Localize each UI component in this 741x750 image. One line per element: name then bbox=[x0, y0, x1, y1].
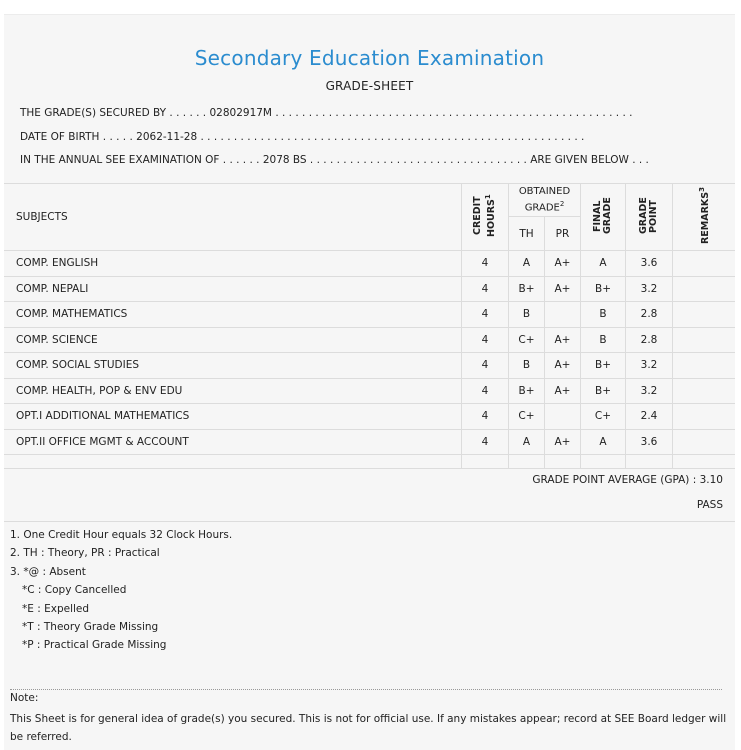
final-cell: C+ bbox=[581, 404, 626, 430]
spacer-cell bbox=[673, 455, 736, 469]
exam-text: IN THE ANNUAL SEE EXAMINATION OF . . . . . . 2078 BS . . . . . . . . . . . . . . . . . . . . . . . . . . . . . . . . . ARE GIVEN BELOW . . . bbox=[20, 154, 649, 166]
dob-line bbox=[20, 131, 584, 143]
header-credit-sup: 1 bbox=[483, 194, 492, 199]
header-final-grade bbox=[581, 184, 626, 251]
header-obtained-sup: 2 bbox=[559, 200, 565, 209]
spacer-cell bbox=[545, 455, 581, 469]
gp-cell: 3.6 bbox=[626, 429, 673, 455]
table-row bbox=[4, 302, 735, 328]
dob-text: DATE OF BIRTH . . . . . 2062-11-28 . . . . . . . . . . . . . . . . . . . . . . . . . . . . . . . . . . . . . . . . . . . . . . . . . . . . . . . . . . bbox=[20, 131, 585, 143]
gp-cell: 3.2 bbox=[626, 353, 673, 379]
spacer-cell bbox=[4, 455, 462, 469]
divider bbox=[4, 521, 735, 522]
header-credit-hours bbox=[462, 184, 509, 251]
note-item: 2. TH : Theory, PR : Practical bbox=[10, 547, 160, 560]
remarks-cell bbox=[673, 276, 736, 302]
header-remarks bbox=[673, 184, 736, 251]
grades-table bbox=[4, 183, 735, 469]
note-item: 1. One Credit Hour equals 32 Clock Hours. bbox=[10, 529, 233, 541]
header-remarks-label: REMARKS bbox=[700, 191, 712, 244]
gp-cell: 2.8 bbox=[626, 302, 673, 328]
subject-cell: COMP. SOCIAL STUDIES bbox=[4, 353, 462, 379]
subject-cell: COMP. HEALTH, POP & ENV EDU bbox=[4, 378, 462, 404]
grade-sheet bbox=[4, 14, 735, 750]
pr-cell: A+ bbox=[545, 251, 581, 277]
result-text: PASS bbox=[696, 499, 723, 511]
notes-list bbox=[10, 526, 232, 655]
subject-cell: OPT.II OFFICE MGMT & ACCOUNT bbox=[4, 429, 462, 455]
final-cell: B+ bbox=[581, 276, 626, 302]
pr-cell bbox=[545, 302, 581, 328]
header-remarks-sup: 3 bbox=[697, 186, 706, 192]
header-gp-label: GRADE POINT bbox=[638, 197, 659, 234]
gp-cell: 2.4 bbox=[626, 404, 673, 430]
table-row bbox=[4, 251, 735, 277]
header-final-label: FINAL GRADE bbox=[592, 197, 613, 234]
pr-cell: A+ bbox=[545, 429, 581, 455]
spacer-cell bbox=[581, 455, 626, 469]
table-row bbox=[4, 276, 735, 302]
grade-secured-line bbox=[20, 107, 632, 119]
credit-cell: 4 bbox=[462, 404, 509, 430]
remarks-cell bbox=[673, 429, 736, 455]
header-credit-label: CREDIT HOURS bbox=[471, 196, 498, 237]
subject-cell: COMP. NEPALI bbox=[4, 276, 462, 302]
pr-cell: A+ bbox=[545, 276, 581, 302]
pr-cell: A+ bbox=[545, 378, 581, 404]
remarks-cell bbox=[673, 327, 736, 353]
remarks-cell bbox=[673, 302, 736, 328]
note-item: *T : Theory Grade Missing bbox=[22, 621, 159, 634]
credit-cell: 4 bbox=[462, 327, 509, 353]
th-cell: C+ bbox=[509, 404, 545, 430]
pr-cell: A+ bbox=[545, 353, 581, 379]
gp-cell: 3.2 bbox=[626, 378, 673, 404]
table-row bbox=[4, 404, 735, 430]
note-item: *C : Copy Cancelled bbox=[22, 584, 127, 597]
header-grade-point bbox=[626, 184, 673, 251]
gpa-text: GRADE POINT AVERAGE (GPA) : 3.10 bbox=[532, 474, 723, 486]
grade-rows bbox=[4, 251, 735, 469]
th-cell: B+ bbox=[509, 378, 545, 404]
final-cell: B bbox=[581, 327, 626, 353]
final-cell: B+ bbox=[581, 353, 626, 379]
th-cell: A bbox=[509, 251, 545, 277]
dotted-divider bbox=[10, 689, 722, 690]
credit-cell: 4 bbox=[462, 429, 509, 455]
header-obtained-label: OBTAINED GRADE bbox=[518, 186, 571, 214]
credit-cell: 4 bbox=[462, 302, 509, 328]
subject-cell: OPT.I ADDITIONAL MATHEMATICS bbox=[4, 404, 462, 430]
header-pr: PR bbox=[545, 217, 581, 251]
th-cell: B bbox=[509, 302, 545, 328]
spacer-cell bbox=[626, 455, 673, 469]
note-item: 3. *@ : Absent bbox=[10, 565, 86, 578]
remarks-cell bbox=[673, 404, 736, 430]
subject-cell: COMP. MATHEMATICS bbox=[4, 302, 462, 328]
th-cell: A bbox=[509, 429, 545, 455]
subject-cell: COMP. SCIENCE bbox=[4, 327, 462, 353]
th-cell: B+ bbox=[509, 276, 545, 302]
gp-cell: 2.8 bbox=[626, 327, 673, 353]
exam-line bbox=[20, 154, 649, 166]
credit-cell: 4 bbox=[462, 276, 509, 302]
final-cell: B+ bbox=[581, 378, 626, 404]
final-cell: A bbox=[581, 429, 626, 455]
subject-cell: COMP. ENGLISH bbox=[4, 251, 462, 277]
credit-cell: 4 bbox=[462, 353, 509, 379]
credit-cell: 4 bbox=[462, 251, 509, 277]
th-cell: C+ bbox=[509, 327, 545, 353]
table-row bbox=[4, 378, 735, 404]
footer-note-label: Note: bbox=[10, 692, 39, 704]
remarks-cell bbox=[673, 378, 736, 404]
table-spacer-row bbox=[4, 455, 735, 469]
credit-cell: 4 bbox=[462, 378, 509, 404]
page-subtitle: GRADE-SHEET bbox=[325, 79, 414, 93]
table-row bbox=[4, 327, 735, 353]
footer-note-text: This Sheet is for general idea of grade(s) you secured. This is not for official use. If any mistakes appear; record at SEE Board ledger will be referred. bbox=[10, 713, 727, 743]
header-subjects: SUBJECTS bbox=[4, 184, 462, 251]
table-row bbox=[4, 353, 735, 379]
header-th: TH bbox=[509, 217, 545, 251]
header-obtained-grade bbox=[509, 184, 581, 217]
spacer-cell bbox=[509, 455, 545, 469]
page-title: Secondary Education Examination bbox=[194, 46, 545, 70]
th-cell: B bbox=[509, 353, 545, 379]
final-cell: B bbox=[581, 302, 626, 328]
gp-cell: 3.2 bbox=[626, 276, 673, 302]
pr-cell bbox=[545, 404, 581, 430]
remarks-cell bbox=[673, 251, 736, 277]
note-item: *P : Practical Grade Missing bbox=[22, 639, 167, 652]
gp-cell: 3.6 bbox=[626, 251, 673, 277]
spacer-cell bbox=[462, 455, 509, 469]
pr-cell: A+ bbox=[545, 327, 581, 353]
grade-secured-text: THE GRADE(S) SECURED BY . . . . . . 02802917M . . . . . . . . . . . . . . . . . . . . . . . . . . . . . . . . . . . . . . . . . . . . . . . . . . . . . . bbox=[20, 107, 633, 119]
table-row bbox=[4, 429, 735, 455]
final-cell: A bbox=[581, 251, 626, 277]
remarks-cell bbox=[673, 353, 736, 379]
note-item: *E : Expelled bbox=[22, 602, 90, 615]
